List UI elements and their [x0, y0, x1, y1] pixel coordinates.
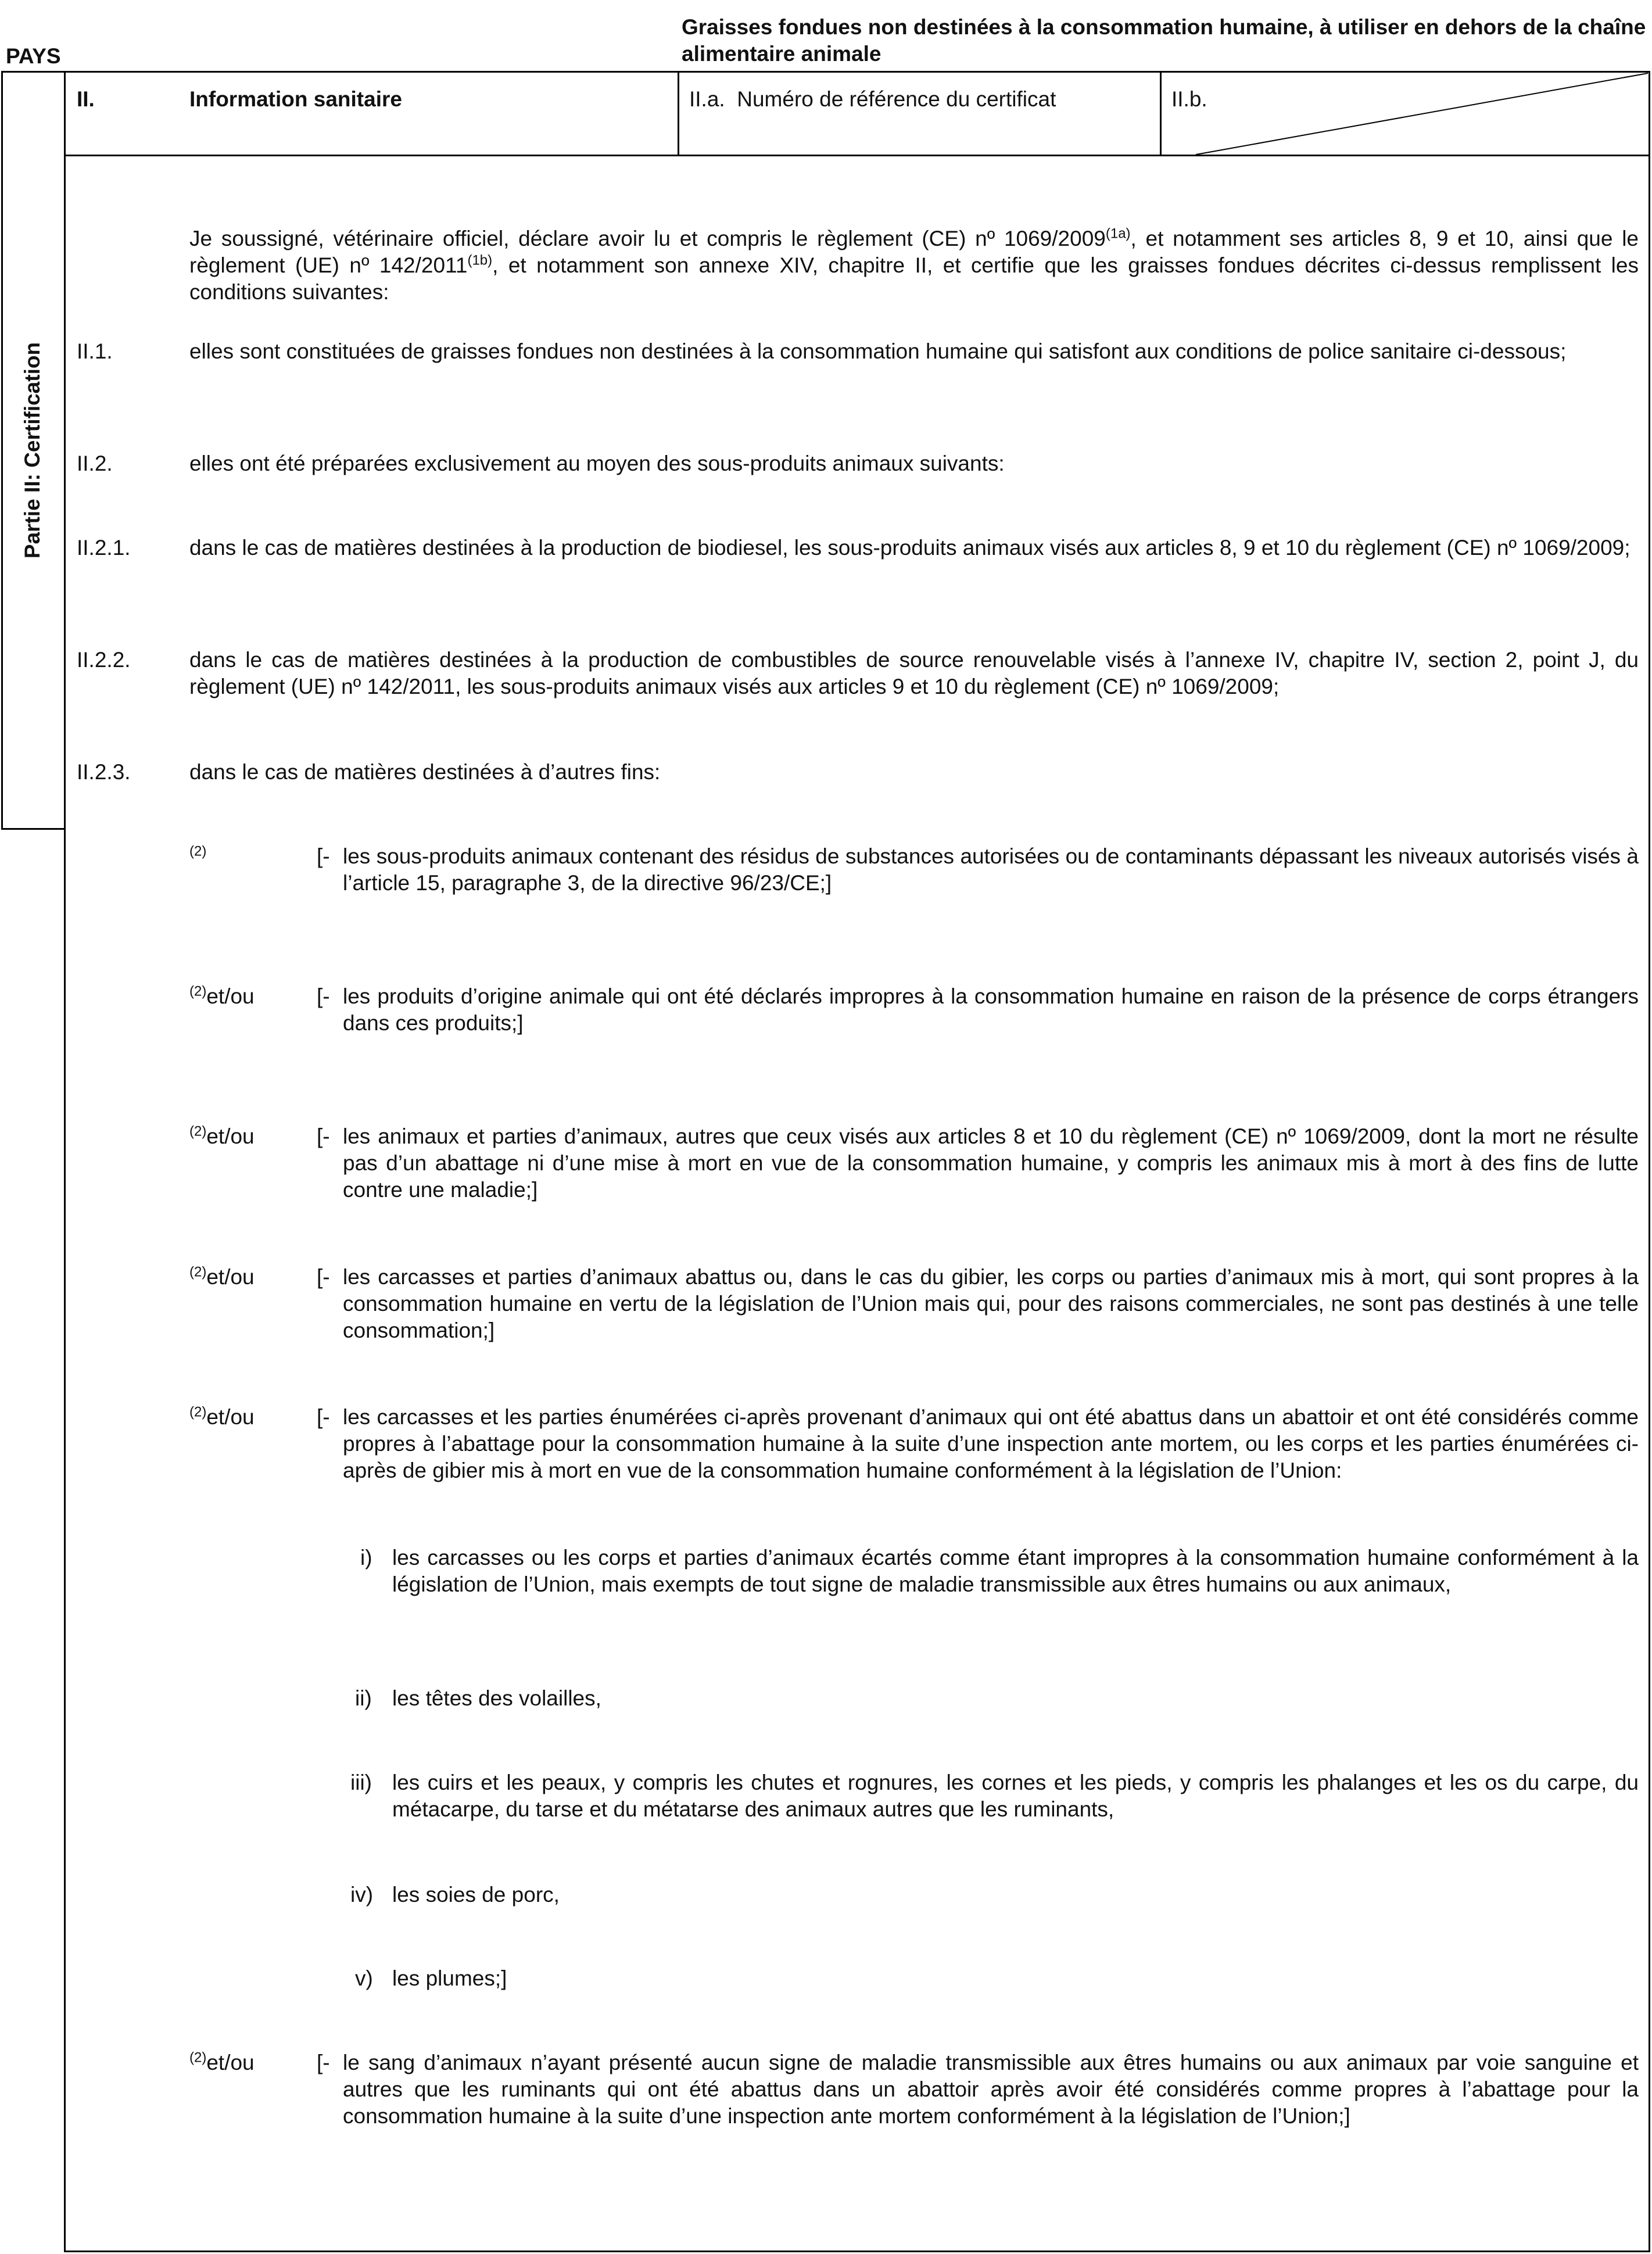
subitem-number: v) — [355, 1966, 373, 1990]
subitem-text: les carcasses ou les corps et parties d’animaux écartés comme étant impropres à la consommation humaine conformément à la législation de l’Union, mais exempts de tout signe de maladie transmissible aux êtres humains ou aux animaux, — [392, 1546, 1639, 1596]
subitem-number: iii) — [350, 1771, 372, 1794]
side-column-bottom — [1, 828, 66, 830]
certificate-title: Graisses fondues non destinées à la consommation humaine, à utiliser en dehors de la chaîne alimentaire animale — [682, 15, 1646, 66]
option-marker: $^{(2)}$et/ou — [189, 1123, 255, 1148]
frame-right — [1649, 71, 1650, 2252]
option-bracket: [- — [317, 1124, 330, 1148]
section-number: II. — [77, 87, 95, 111]
option-marker — [189, 843, 206, 870]
footnote-ref-1a: (1a) — [1105, 225, 1131, 242]
footnote-ref-1b: (1b) — [467, 252, 493, 268]
intro-paragraph — [189, 225, 1639, 306]
option-marker: $^{(2)}$et/ou — [189, 2049, 255, 2074]
footnote-ref-2: (2) — [189, 1264, 207, 1280]
option-text: le sang d’animaux n’ayant présenté aucun signe de maladie transmissible aux êtres humains ou aux animaux par voie sanguine et autres que les ruminants qui ont été abattus dans un abattoir après avoir été considérés comme propres à l’abattage pour la consommation humaine à la suite d’une inspection ante mortem conformément à la législation de l’Union;] — [343, 2051, 1639, 2128]
subitem-number: i) — [360, 1546, 372, 1569]
subitem-number: iv) — [350, 1883, 374, 1907]
footnote-ref-2: (2) — [189, 983, 207, 999]
subitem-number: ii) — [355, 1686, 372, 1710]
item-number: II.2.3. — [77, 760, 131, 784]
option-marker: $^{(2)}$et/ou — [189, 1404, 255, 1429]
footnote-ref-2: (2) — [189, 843, 207, 859]
option-bracket: [- — [317, 2051, 330, 2074]
option-marker: $^{(2)}$et/ou — [189, 1264, 255, 1289]
subitem-text: les têtes des volailles, — [392, 1686, 601, 1710]
item-text: dans le cas de matières destinées à la production de combustibles de source renouvelable visés à l’annexe IV, chapitre IV, section 2, point J, du règlement (UE) nº 142/2011, les sous-produits animaux visés aux articles 9 et 10 du règlement (CE) nº 1069/2009; — [189, 648, 1639, 698]
option-text: les animaux et parties d’animaux, autres que ceux visés aux articles 8 et 10 du règlement (CE) nº 1069/2009, dont la mort ne résulte pas d’un abattage ni d’une mise à mort en vue de la consommation humaine, y compris les animaux mis à mort à des fins de lutte contre une maladie;] — [343, 1124, 1639, 1202]
option-bracket: [- — [317, 1405, 330, 1429]
option-bracket: [- — [317, 1265, 330, 1289]
section-label: Information sanitaire — [189, 87, 402, 111]
side-column-divider — [64, 71, 66, 2252]
frame-bottom — [64, 2251, 1650, 2252]
item-text: dans le cas de matières destinées à d’autres fins: — [189, 760, 661, 784]
header-divider-1 — [678, 71, 679, 156]
item-number: II.2.1. — [77, 536, 131, 560]
item-text: elles sont constituées de graisses fondues non destinées à la consommation humaine qui satisfont aux conditions de police sanitaire ci-dessous; — [189, 339, 1567, 363]
intro-text-2: , et notamment ses articles 8, 9 et 10, ainsi que le règlement (UE) nº 142/2011 — [189, 227, 1639, 277]
option-text: les produits d’origine animale qui ont été déclarés impropres à la consommation humaine en raison de la présence de corps étrangers dans ces produits;] — [343, 984, 1639, 1035]
option-bracket: [- — [317, 844, 330, 868]
part-ii-certification-label: Partie II: Certification — [20, 342, 44, 559]
footnote-ref-2: (2) — [189, 2049, 207, 2066]
item-text: elles ont été préparées exclusivement au moyen des sous-produits animaux suivants: — [189, 451, 1005, 475]
option-text: les carcasses et parties d’animaux abattus ou, dans le cas du gibier, les corps ou parties d’animaux mis à mort, qui sont propres à la consommation humaine en vertu de la législation de l’Union mais qui, pour des raisons commerciales, ne sont pas destinés à une telle consommation;] — [343, 1265, 1639, 1342]
iib-diagonal-slash — [1161, 72, 1650, 156]
footnote-ref-2: (2) — [189, 1404, 207, 1420]
reference-number-label: II.a. Numéro de référence du certificat — [689, 87, 1056, 111]
item-number: II.2. — [77, 451, 113, 475]
country-label: PAYS — [6, 44, 61, 68]
option-text: les carcasses et les parties énumérées ci-après provenant d’animaux qui ont été abattus dans un abattoir et ont été considérés comme propres à l’abattage pour la consommation humaine à la suite d’une inspection ante mortem, ou les corps et les parties énumérées ci-après de gibier mis à mort en vue de la consommation humaine conformément à la législation de l’Union: — [343, 1405, 1639, 1482]
item-text: dans le cas de matières destinées à la production de biodiesel, les sous-produits animaux visés aux articles 8, 9 et 10 du règlement (CE) nº 1069/2009; — [189, 536, 1631, 560]
subitem-text: les cuirs et les peaux, y compris les chutes et rognures, les cornes et les pieds, y compris les phalanges et les os du carpe, du métacarpe, du tarse et du métatarse des animaux autres que les ruminants, — [392, 1771, 1639, 1821]
item-number: II.2.2. — [77, 648, 131, 672]
frame-left — [1, 71, 3, 830]
footnote-ref-2: (2) — [189, 1123, 207, 1139]
intro-text-3: , et notamment son annexe XIV, chapitre II, et certifie que les graisses fondues décrites ci-dessus remplissent les conditions suivantes: — [189, 253, 1639, 304]
iib-label: II.b. — [1171, 87, 1207, 111]
subitem-text: les soies de porc, — [392, 1883, 560, 1907]
intro-text-1: Je soussigné, vétérinaire officiel, déclare avoir lu et compris le règlement (CE) nº 1069/2009 — [189, 227, 1106, 250]
subitem-text: les plumes;] — [392, 1966, 507, 1990]
item-number: II.1. — [77, 339, 113, 363]
option-bracket: [- — [317, 984, 330, 1008]
option-marker: $^{(2)}$et/ou — [189, 983, 255, 1008]
option-text: les sous-produits animaux contenant des résidus de substances autorisées ou de contaminants dépassant les niveaux autorisés visés à l’article 15, paragraphe 3, de la directive 96/23/CE;] — [343, 844, 1639, 895]
